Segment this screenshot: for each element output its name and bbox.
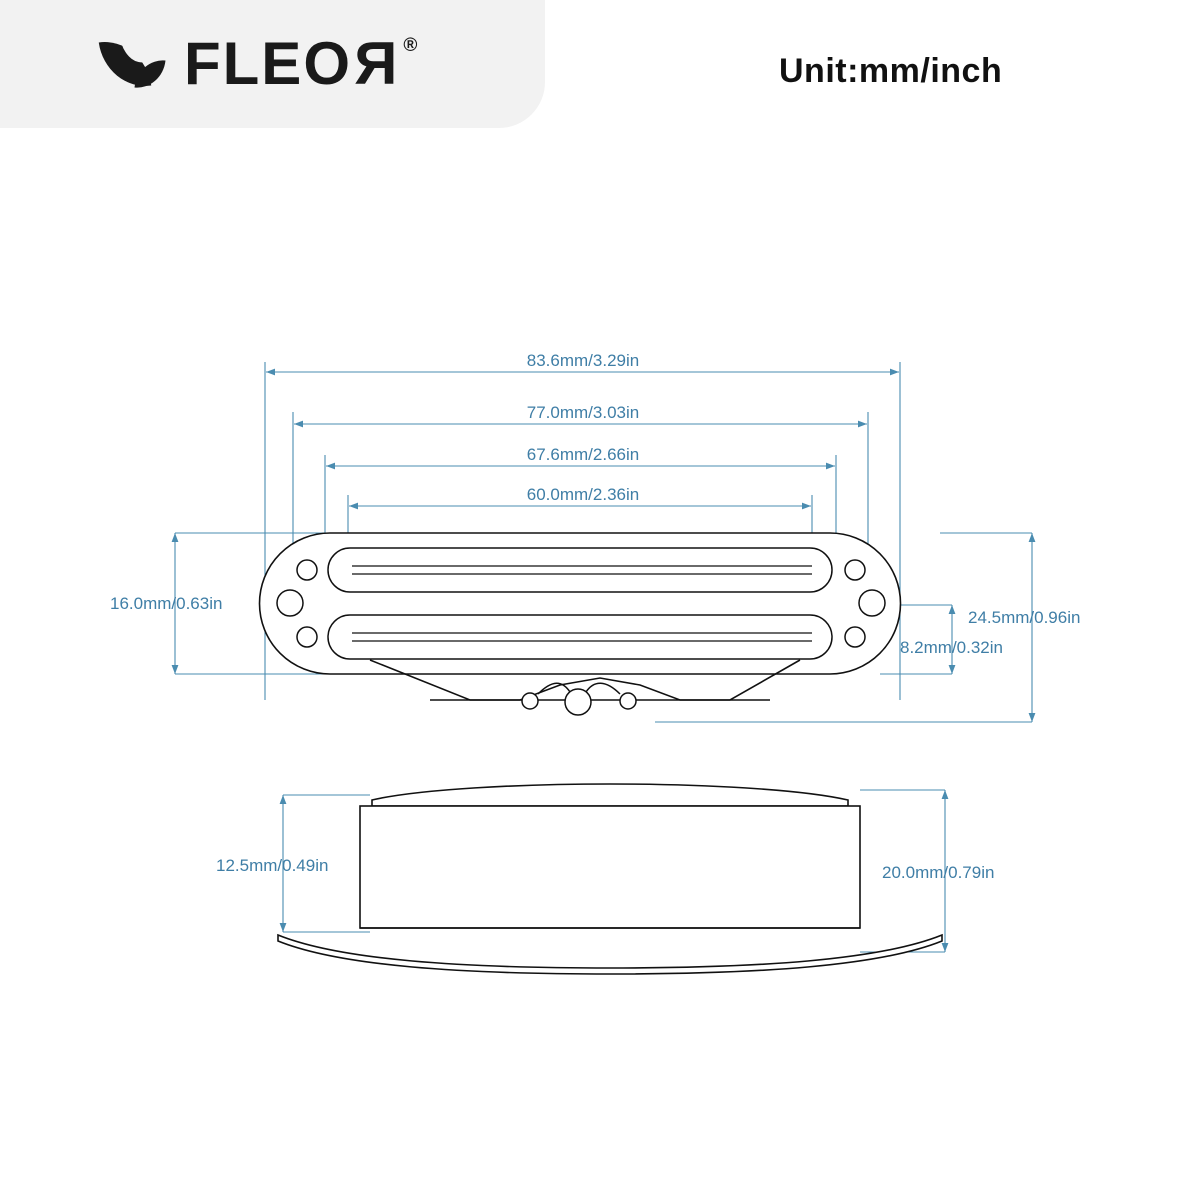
dim-blade-length-outer: 67.6mm/2.66in [526, 445, 640, 464]
registered-trademark-icon: ® [403, 35, 420, 56]
dim-tab-offset: 8.2mm/0.32in [900, 638, 1003, 657]
dim-blade-length-inner: 60.0mm/2.36in [526, 485, 640, 504]
dim-overall-length: 83.6mm/3.29in [526, 351, 640, 370]
dim-mounting-hole-span: 77.0mm/3.03in [526, 403, 640, 422]
dim-overall-width-with-tabs: 24.5mm/0.96in [968, 608, 1081, 627]
dim-cover-height: 12.5mm/0.49in [216, 856, 329, 875]
dim-body-width: 16.0mm/0.63in [110, 594, 223, 613]
unit-label: Unit:mm/inch [779, 52, 1003, 90]
dim-total-height: 20.0mm/0.79in [882, 863, 995, 882]
brand-name-flipped-r: R [352, 30, 398, 97]
brand-name-text: FLEO [184, 30, 352, 97]
